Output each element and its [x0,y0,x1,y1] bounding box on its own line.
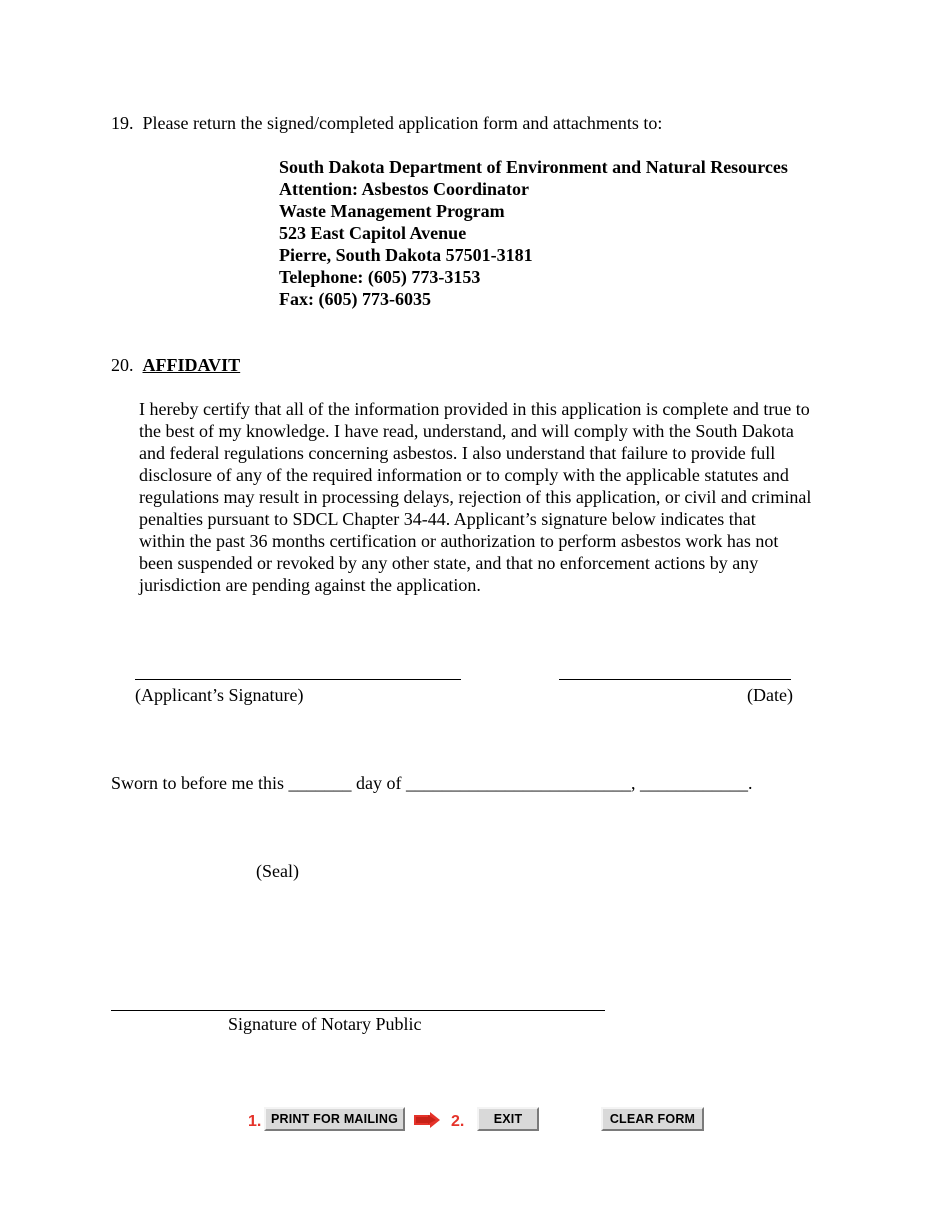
item-19-text: Please return the signed/completed application form and attachments to: [142,113,663,133]
address-line-3: Waste Management Program [279,201,505,221]
affidavit-title: AFFIDAVIT [142,355,241,375]
print-for-mailing-button[interactable]: PRINT FOR MAILING [264,1107,405,1131]
item-19-number: 19. [111,113,134,133]
affidavit-line: disclosure of any of the required information or to comply with the applicable statutes and [139,465,789,485]
affidavit-line: the best of my knowledge. I have read, understand, and will comply with the South Dakota [139,421,794,441]
address-line-6: Telephone: (605) 773-3153 [279,267,481,287]
address-line-5: Pierre, South Dakota 57501-3181 [279,245,533,265]
item-20-number: 20. [111,355,134,375]
address-line-7: Fax: (605) 773-6035 [279,289,431,309]
address-line-1: South Dakota Department of Environment and Natural Resources [279,157,788,177]
address-line-4: 523 East Capitol Avenue [279,223,467,243]
affidavit-line: within the past 36 months certification or authorization to perform asbestos work has not [139,531,779,551]
affidavit-line: regulations may result in processing delays, rejection of this application, or civil and criminal [139,487,812,507]
seal-label: (Seal) [256,861,299,881]
applicant-signature-line[interactable] [135,679,461,680]
affidavit-paragraph [139,398,849,596]
notary-signature-line[interactable] [111,1010,605,1011]
affidavit-line: been suspended or revoked by any other state, and that no enforcement actions by any [139,553,759,573]
item-19 [111,113,662,134]
item-20-heading [111,355,240,376]
step-2-label: 2. [451,1113,465,1130]
clear-form-button[interactable]: CLEAR FORM [601,1107,704,1131]
applicant-signature-label: (Applicant’s Signature) [135,685,304,705]
mailing-address [279,156,788,310]
date-label: (Date) [747,685,793,705]
notary-label: Signature of Notary Public [228,1014,422,1034]
affidavit-line: I hereby certify that all of the information provided in this application is complete and true to [139,399,810,419]
sworn-statement: Sworn to before me this _______ day of _________________________, ____________. [111,773,753,793]
red-arrow-right-icon [414,1112,440,1133]
affidavit-line: penalties pursuant to SDCL Chapter 34-44. Applicant’s signature below indicates that [139,509,756,529]
affidavit-line: jurisdiction are pending against the application. [139,575,481,595]
date-line[interactable] [559,679,791,680]
exit-button[interactable]: EXIT [477,1107,539,1131]
step-1-label: 1. [248,1113,262,1130]
affidavit-line: and federal regulations concerning asbestos. I also understand that failure to provide full [139,443,776,463]
address-line-2: Attention: Asbestos Coordinator [279,179,529,199]
